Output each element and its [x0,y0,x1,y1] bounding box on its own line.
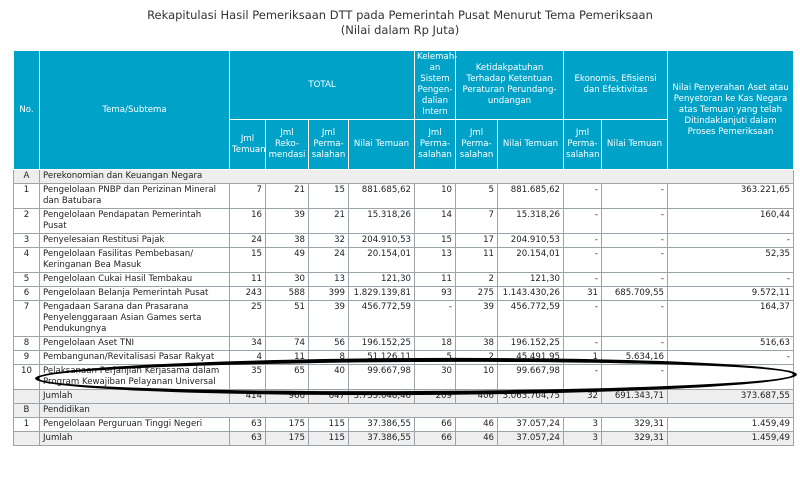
total-nilai-temuan: 1.829.139,81 [349,287,415,301]
total-jml-temuan: 7 [230,184,266,209]
kp-nilai-temuan: 456.772,59 [498,301,564,337]
total-e-nilai-temuan: 329,31 [602,432,668,446]
kp-permasalahan: 5 [456,184,498,209]
total-total-jml-rekomendasi: 175 [266,432,309,446]
e-permasalahan: - [564,234,602,248]
total-jml-rekomendasi: 74 [266,337,309,351]
kp-nilai-temuan: 121,30 [498,273,564,287]
header-jml-temuan: Jml Temuan [230,120,266,170]
row-subtema: Pengelolaan PNBP dan Perizinan Mineral dan Batubara [40,184,230,209]
header-total: TOTAL [230,51,415,120]
total-nilai-temuan: 51.126,11 [349,351,415,365]
kp-permasalahan: 17 [456,234,498,248]
section-row [14,404,794,418]
total-jml-permasalahan: 32 [309,234,349,248]
row-number: 1 [14,184,40,209]
kp-permasalahan: 10 [456,365,498,390]
section-letter: A [14,170,40,184]
row-number: 3 [14,234,40,248]
total-nilai-temuan: 204.910,53 [349,234,415,248]
e-permasalahan: - [564,365,602,390]
e-permasalahan: - [564,209,602,234]
total-total-jml-permasalahan: 647 [309,390,349,404]
header-e-nilai-temuan: Nilai Temuan [602,120,668,170]
total-jml-permasalahan: 56 [309,337,349,351]
total-jml-temuan: 24 [230,234,266,248]
kp-nilai-temuan: 1.143.430,26 [498,287,564,301]
table-row [14,418,794,432]
total-label: Jumlah [40,432,230,446]
spi-permasalahan: 18 [415,337,456,351]
e-nilai-temuan: - [602,209,668,234]
e-nilai-temuan: - [602,365,668,390]
total-jml-rekomendasi: 30 [266,273,309,287]
total-jml-rekomendasi: 175 [266,418,309,432]
section-name: Pendidikan [40,404,794,418]
nilai-penyerahan: 164,37 [668,301,794,337]
header-kp-permasalahan: Jml Perma-salahan [456,120,498,170]
total-jml-permasalahan: 21 [309,209,349,234]
summary-table [13,50,794,446]
e-nilai-temuan: 329,31 [602,418,668,432]
table-row [14,287,794,301]
kp-permasalahan: 38 [456,337,498,351]
spi-permasalahan: - [415,301,456,337]
header-kp-nilai-temuan: Nilai Temuan [498,120,564,170]
total-total-jml-temuan: 63 [230,432,266,446]
spi-permasalahan: 5 [415,351,456,365]
total-nilai-temuan: 37.386,55 [349,418,415,432]
header-spi-permasalahan: Jml Perma-salahan [415,120,456,170]
kp-nilai-temuan: 20.154,01 [498,248,564,273]
total-kp-permasalahan: 46 [456,432,498,446]
row-number: 4 [14,248,40,273]
row-subtema: Pengelolaan Belanja Pemerintah Pusat [40,287,230,301]
nilai-penyerahan: - [668,234,794,248]
nilai-penyerahan: 516,63 [668,337,794,351]
kp-nilai-temuan: 881.685,62 [498,184,564,209]
spi-permasalahan: 15 [415,234,456,248]
e-permasalahan: - [564,337,602,351]
total-nilai-penyerahan: 373.687,55 [668,390,794,404]
report-title: Rekapitulasi Hasil Pemeriksaan DTT pada Pemerintah Pusat Menurut Tema Pemeriksaan [147,8,653,22]
header-jml-rekomendasi: Jml Reko-mendasi [266,120,309,170]
total-jml-temuan: 15 [230,248,266,273]
row-number: 1 [14,418,40,432]
total-jml-temuan: 35 [230,365,266,390]
e-nilai-temuan: 5.634,16 [602,351,668,365]
total-jml-permasalahan: 399 [309,287,349,301]
table-row [14,365,794,390]
kp-permasalahan: 2 [456,273,498,287]
total-e-permasalahan: 32 [564,390,602,404]
total-total-jml-rekomendasi: 966 [266,390,309,404]
kp-nilai-temuan: 37.057,24 [498,418,564,432]
total-jml-rekomendasi: 11 [266,351,309,365]
row-number: 8 [14,337,40,351]
e-permasalahan: - [564,248,602,273]
row-subtema: Pengelolaan Pendapatan Pemerintah Pusat [40,209,230,234]
spi-permasalahan: 66 [415,418,456,432]
total-total-jml-permasalahan: 115 [309,432,349,446]
total-row [14,432,794,446]
table-row [14,234,794,248]
header-kelemahan: Kelemah-an Sistem Pengen-dalian Intern [415,51,456,120]
table-row [14,301,794,337]
total-jml-temuan: 34 [230,337,266,351]
total-nilai-temuan: 99.667,98 [349,365,415,390]
header-nilai-penyerahan: Nilai Penyerahan Aset atau Penyetoran ke Kas Negara atas Temuan yang telah Ditindaklanjuti dalam Proses Pemeriksaan [668,51,794,170]
total-jml-temuan: 243 [230,287,266,301]
header-jml-permasalahan: Jml Perma-salahan [309,120,349,170]
total-jml-temuan: 25 [230,301,266,337]
spi-permasalahan: 30 [415,365,456,390]
table-row [14,248,794,273]
total-jml-permasalahan: 15 [309,184,349,209]
header-ketidakpatuhan: Ketidakpatuhan Terhadap Ketentuan Peraturan Perundang-undangan [456,51,564,120]
kp-nilai-temuan: 196.152,25 [498,337,564,351]
total-jml-temuan: 11 [230,273,266,287]
total-total-nilai-temuan: 37.386,55 [349,432,415,446]
total-nilai-temuan: 20.154,01 [349,248,415,273]
total-jml-rekomendasi: 39 [266,209,309,234]
kp-permasalahan: 46 [456,418,498,432]
total-jml-permasalahan: 8 [309,351,349,365]
total-jml-permasalahan: 39 [309,301,349,337]
table-body [14,170,794,446]
total-jml-permasalahan: 24 [309,248,349,273]
total-kp-nilai-temuan: 3.063.704,75 [498,390,564,404]
nilai-penyerahan: 160,44 [668,209,794,234]
total-jml-permasalahan: 13 [309,273,349,287]
total-spacer [14,432,40,446]
kp-permasalahan: 275 [456,287,498,301]
spi-permasalahan: 93 [415,287,456,301]
total-spi-permasalahan: 209 [415,390,456,404]
total-jml-rekomendasi: 65 [266,365,309,390]
table-row [14,184,794,209]
nilai-penyerahan: - [668,273,794,287]
table-row [14,351,794,365]
total-spi-permasalahan: 66 [415,432,456,446]
total-total-nilai-temuan: 3.755.048,46 [349,390,415,404]
total-jml-rekomendasi: 51 [266,301,309,337]
nilai-penyerahan: - [668,365,794,390]
total-total-jml-temuan: 414 [230,390,266,404]
header-nilai-temuan: Nilai Temuan [349,120,415,170]
total-jml-permasalahan: 40 [309,365,349,390]
total-kp-nilai-temuan: 37.057,24 [498,432,564,446]
row-subtema: Pengelolaan Cukai Hasil Tembakau [40,273,230,287]
spi-permasalahan: 13 [415,248,456,273]
row-subtema: Pengelolaan Fasilitas Pembebasan/ Keringanan Bea Masuk [40,248,230,273]
e-nilai-temuan: - [602,234,668,248]
row-number: 9 [14,351,40,365]
e-permasalahan: - [564,273,602,287]
section-name: Perekonomian dan Keuangan Negara [40,170,794,184]
total-spacer [14,390,40,404]
row-number: 6 [14,287,40,301]
section-row [14,170,794,184]
row-subtema: Pengelolaan Aset TNI [40,337,230,351]
kp-nilai-temuan: 15.318,26 [498,209,564,234]
e-permasalahan: - [564,301,602,337]
row-subtema: Pengelolaan Perguruan Tinggi Negeri [40,418,230,432]
total-nilai-temuan: 196.152,25 [349,337,415,351]
total-nilai-temuan: 881.685,62 [349,184,415,209]
kp-nilai-temuan: 45.491,95 [498,351,564,365]
total-e-permasalahan: 3 [564,432,602,446]
header-tema: Tema/Subtema [40,51,230,170]
e-nilai-temuan: 685.709,55 [602,287,668,301]
e-permasalahan: 3 [564,418,602,432]
header-e-permasalahan: Jml Perma-salahan [564,120,602,170]
row-subtema: Pelaksanaan Perjanjian Kerjasama dalam Program Kewajiban Pelayanan Universal [40,365,230,390]
e-permasalahan: - [564,184,602,209]
table-row [14,209,794,234]
row-subtema: Pembangunan/Revitalisasi Pasar Rakyat [40,351,230,365]
nilai-penyerahan: 363.221,65 [668,184,794,209]
total-row [14,390,794,404]
total-nilai-penyerahan: 1.459,49 [668,432,794,446]
e-nilai-temuan: - [602,337,668,351]
section-letter: B [14,404,40,418]
spi-permasalahan: 10 [415,184,456,209]
row-number: 5 [14,273,40,287]
e-nilai-temuan: - [602,184,668,209]
total-jml-temuan: 16 [230,209,266,234]
header-no: No. [14,51,40,170]
total-jml-rekomendasi: 49 [266,248,309,273]
table-row [14,337,794,351]
e-nilai-temuan: - [602,248,668,273]
nilai-penyerahan: 9.572,11 [668,287,794,301]
total-kp-permasalahan: 406 [456,390,498,404]
total-nilai-temuan: 456.772,59 [349,301,415,337]
total-jml-permasalahan: 115 [309,418,349,432]
e-permasalahan: 1 [564,351,602,365]
total-jml-temuan: 4 [230,351,266,365]
total-nilai-temuan: 121,30 [349,273,415,287]
nilai-penyerahan: - [668,351,794,365]
kp-permasalahan: 39 [456,301,498,337]
kp-permasalahan: 2 [456,351,498,365]
e-nilai-temuan: - [602,301,668,337]
row-number: 2 [14,209,40,234]
row-number: 10 [14,365,40,390]
total-jml-rekomendasi: 588 [266,287,309,301]
e-permasalahan: 31 [564,287,602,301]
total-nilai-temuan: 15.318,26 [349,209,415,234]
total-jml-rekomendasi: 21 [266,184,309,209]
total-jml-temuan: 63 [230,418,266,432]
report-subtitle: (Nilai dalam Rp Juta) [340,23,460,37]
kp-permasalahan: 7 [456,209,498,234]
e-nilai-temuan: - [602,273,668,287]
nilai-penyerahan: 52,35 [668,248,794,273]
nilai-penyerahan: 1.459,49 [668,418,794,432]
total-e-nilai-temuan: 691.343,71 [602,390,668,404]
kp-nilai-temuan: 204.910,53 [498,234,564,248]
header-ekonomis: Ekonomis, Efisiensi dan Efektivitas [564,51,668,120]
kp-permasalahan: 11 [456,248,498,273]
table-row [14,273,794,287]
kp-nilai-temuan: 99.667,98 [498,365,564,390]
spi-permasalahan: 14 [415,209,456,234]
spi-permasalahan: 11 [415,273,456,287]
row-subtema: Penyelesaian Restitusi Pajak [40,234,230,248]
row-subtema: Pengadaan Sarana dan Prasarana Penyelenggaraan Asian Games serta Pendukungnya [40,301,230,337]
row-number: 7 [14,301,40,337]
total-jml-rekomendasi: 38 [266,234,309,248]
total-label: Jumlah [40,390,230,404]
